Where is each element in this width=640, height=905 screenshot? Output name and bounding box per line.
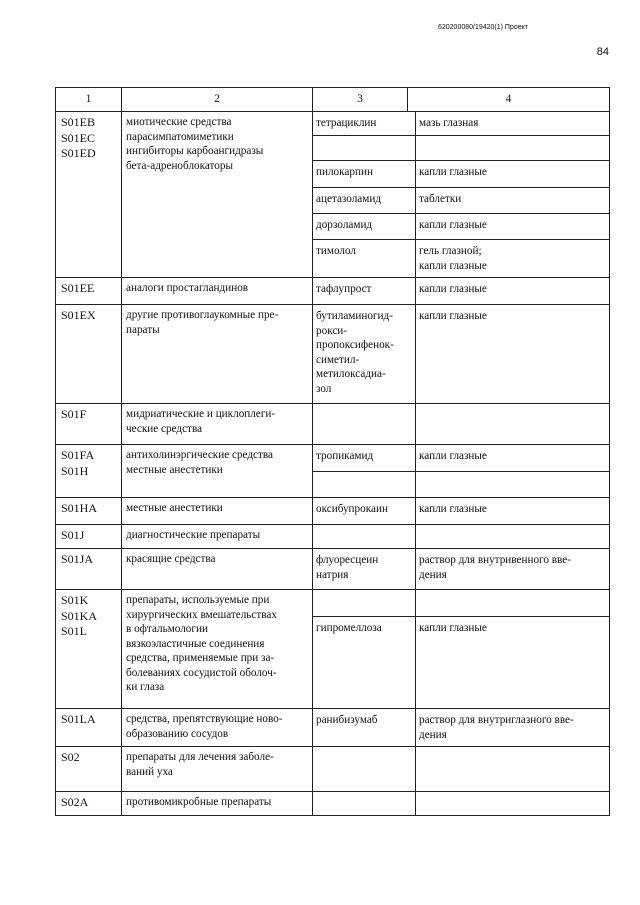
drug-list-cell <box>313 792 610 816</box>
dosage-form <box>416 404 610 444</box>
drug-list <box>313 792 609 815</box>
table-row <box>56 549 610 590</box>
atc-code-cell: S01LA <box>56 709 122 747</box>
drug-list <box>313 549 609 589</box>
dosage-form: капли глазные <box>416 161 610 188</box>
table-row <box>56 747 610 792</box>
drug-row <box>313 305 609 403</box>
dosage-form: таблетки <box>416 188 610 214</box>
medication-table <box>55 87 610 816</box>
drug-list <box>313 590 609 708</box>
dosage-form <box>416 525 610 548</box>
atc-code-cell: S01J <box>56 525 122 549</box>
atc-code-cell: S02 <box>56 747 122 792</box>
drug-name: тимолол <box>313 240 416 278</box>
dosage-form: капли глазные <box>419 283 487 295</box>
drug-row <box>313 278 609 304</box>
dosage-form: капли глазные <box>416 214 610 240</box>
drug-row <box>313 136 609 161</box>
atc-code-cell: S01K S01KA S01L <box>56 590 122 709</box>
drug-list <box>313 747 609 791</box>
column-header: 1 <box>56 88 122 112</box>
drug-name: ранибизумаб <box>313 709 416 746</box>
drug-list <box>313 445 609 497</box>
drug-row <box>313 792 609 815</box>
dosage-form: мазь глазная <box>416 112 610 136</box>
drug-name <box>313 472 416 498</box>
document-id: 620200080/19420(1) Проект <box>437 24 528 31</box>
drug-row <box>313 747 609 791</box>
atc-code-cell: S02A <box>56 792 122 816</box>
table-row <box>56 498 610 525</box>
drug-name <box>313 404 416 444</box>
drug-row <box>313 112 609 136</box>
drug-name: тафлупрост <box>313 278 416 304</box>
drug-name: гипромеллоза <box>313 617 416 709</box>
drug-list-cell <box>313 549 610 590</box>
drug-list <box>313 112 609 277</box>
column-header: 3 <box>313 88 408 112</box>
drug-row <box>313 404 609 444</box>
drug-list <box>313 278 609 304</box>
dosage-form: раствор для внутривенного вве- дения <box>419 554 571 581</box>
table-row <box>56 305 610 404</box>
dosage-form: гель глазной; капли глазные <box>419 245 487 272</box>
group-name-cell: аналоги простагландинов <box>122 278 313 305</box>
column-header: 4 <box>408 88 610 112</box>
drug-list-cell <box>313 590 610 709</box>
drug-row <box>313 472 609 498</box>
table-row <box>56 525 610 549</box>
drug-name: тетрациклин <box>313 112 416 136</box>
dosage-form: капли глазные <box>419 310 487 322</box>
drug-row <box>313 525 609 548</box>
drug-row <box>313 214 609 240</box>
drug-list <box>313 404 609 444</box>
group-name-cell: мидриатические и циклоплеги- ческие средства <box>122 404 313 445</box>
group-name-cell: противомикробные препараты <box>122 792 313 816</box>
dosage-form <box>416 590 610 617</box>
dosage-form: капли глазные <box>416 445 610 472</box>
drug-name: бутиламиногид- рокси- пропоксифенок- симетил- метилоксадиа- зол <box>313 305 416 403</box>
drug-name <box>313 525 416 548</box>
drug-list-cell <box>313 525 610 549</box>
table-row <box>56 445 610 498</box>
drug-row <box>313 617 609 709</box>
table-row <box>56 278 610 305</box>
drug-row <box>313 445 609 472</box>
drug-name: тропикамид <box>313 445 416 472</box>
drug-list-cell <box>313 112 610 278</box>
drug-list-cell <box>313 498 610 525</box>
drug-list-cell <box>313 278 610 305</box>
drug-row <box>313 709 609 746</box>
table-row <box>56 404 610 445</box>
atc-code-cell: S01JA <box>56 549 122 590</box>
dosage-form <box>416 136 610 161</box>
group-name-cell: препараты для лечения заболе- ваний уха <box>122 747 313 792</box>
group-name-cell: антихолинэргические средства местные анестетики <box>122 445 313 498</box>
drug-list-cell <box>313 747 610 792</box>
drug-row <box>313 498 609 524</box>
table-row <box>56 709 610 747</box>
group-name-cell: местные анестетики <box>122 498 313 525</box>
drug-name <box>313 136 416 161</box>
page-number: 84 <box>596 46 609 58</box>
drug-name: оксибупрокаин <box>313 498 416 524</box>
drug-name <box>313 792 416 815</box>
drug-name <box>313 590 416 617</box>
drug-name: дорзоламид <box>313 214 416 240</box>
group-name-cell: другие противоглаукомные пре- параты <box>122 305 313 404</box>
drug-list <box>313 709 609 746</box>
dosage-form: раствор для внутриглазного вве- дения <box>419 714 574 741</box>
drug-name: ацетазоламид <box>313 188 416 214</box>
table-row <box>56 590 610 709</box>
atc-code-cell: S01EX <box>56 305 122 404</box>
table-row <box>56 792 610 816</box>
dosage-form <box>416 792 610 815</box>
drug-row <box>313 240 609 278</box>
column-header: 2 <box>122 88 313 112</box>
table-row <box>56 112 610 278</box>
dosage-form: капли глазные <box>419 622 487 634</box>
group-name-cell: средства, препятствующие ново- образованию сосудов <box>122 709 313 747</box>
drug-name: флуоресцеин натрия <box>313 549 416 589</box>
drug-list <box>313 305 609 403</box>
group-name-cell: препараты, используемые при хирургических вмешательствах в офтальмологии вязкоэластичные соединения средства, применяемые при за- болеваниях сосудистой оболоч- ки глаза <box>122 590 313 709</box>
drug-list-cell <box>313 305 610 404</box>
drug-row <box>313 161 609 188</box>
drug-name <box>313 747 416 791</box>
drug-list-cell <box>313 404 610 445</box>
atc-code-cell: S01F <box>56 404 122 445</box>
drug-row <box>313 549 609 589</box>
dosage-form <box>416 747 610 791</box>
drug-list <box>313 525 609 548</box>
group-name-cell: миотические средства парасимпатомиметики ингибиторы карбоангидразы бета-адреноблокаторы <box>122 112 313 278</box>
drug-list <box>313 498 609 524</box>
atc-code-cell: S01HA <box>56 498 122 525</box>
table-header-row <box>56 88 610 112</box>
dosage-form: капли глазные <box>419 503 487 515</box>
drug-list-cell <box>313 445 610 498</box>
drug-row <box>313 188 609 214</box>
atc-code-cell: S01FA S01H <box>56 445 122 498</box>
drug-row <box>313 590 609 617</box>
dosage-form <box>416 472 610 498</box>
drug-name: пилокарпин <box>313 161 416 188</box>
atc-code-cell: S01EB S01EC S01ED <box>56 112 122 278</box>
group-name-cell: красящие средства <box>122 549 313 590</box>
group-name-cell: диагностические препараты <box>122 525 313 549</box>
atc-code-cell: S01EE <box>56 278 122 305</box>
drug-list-cell <box>313 709 610 747</box>
